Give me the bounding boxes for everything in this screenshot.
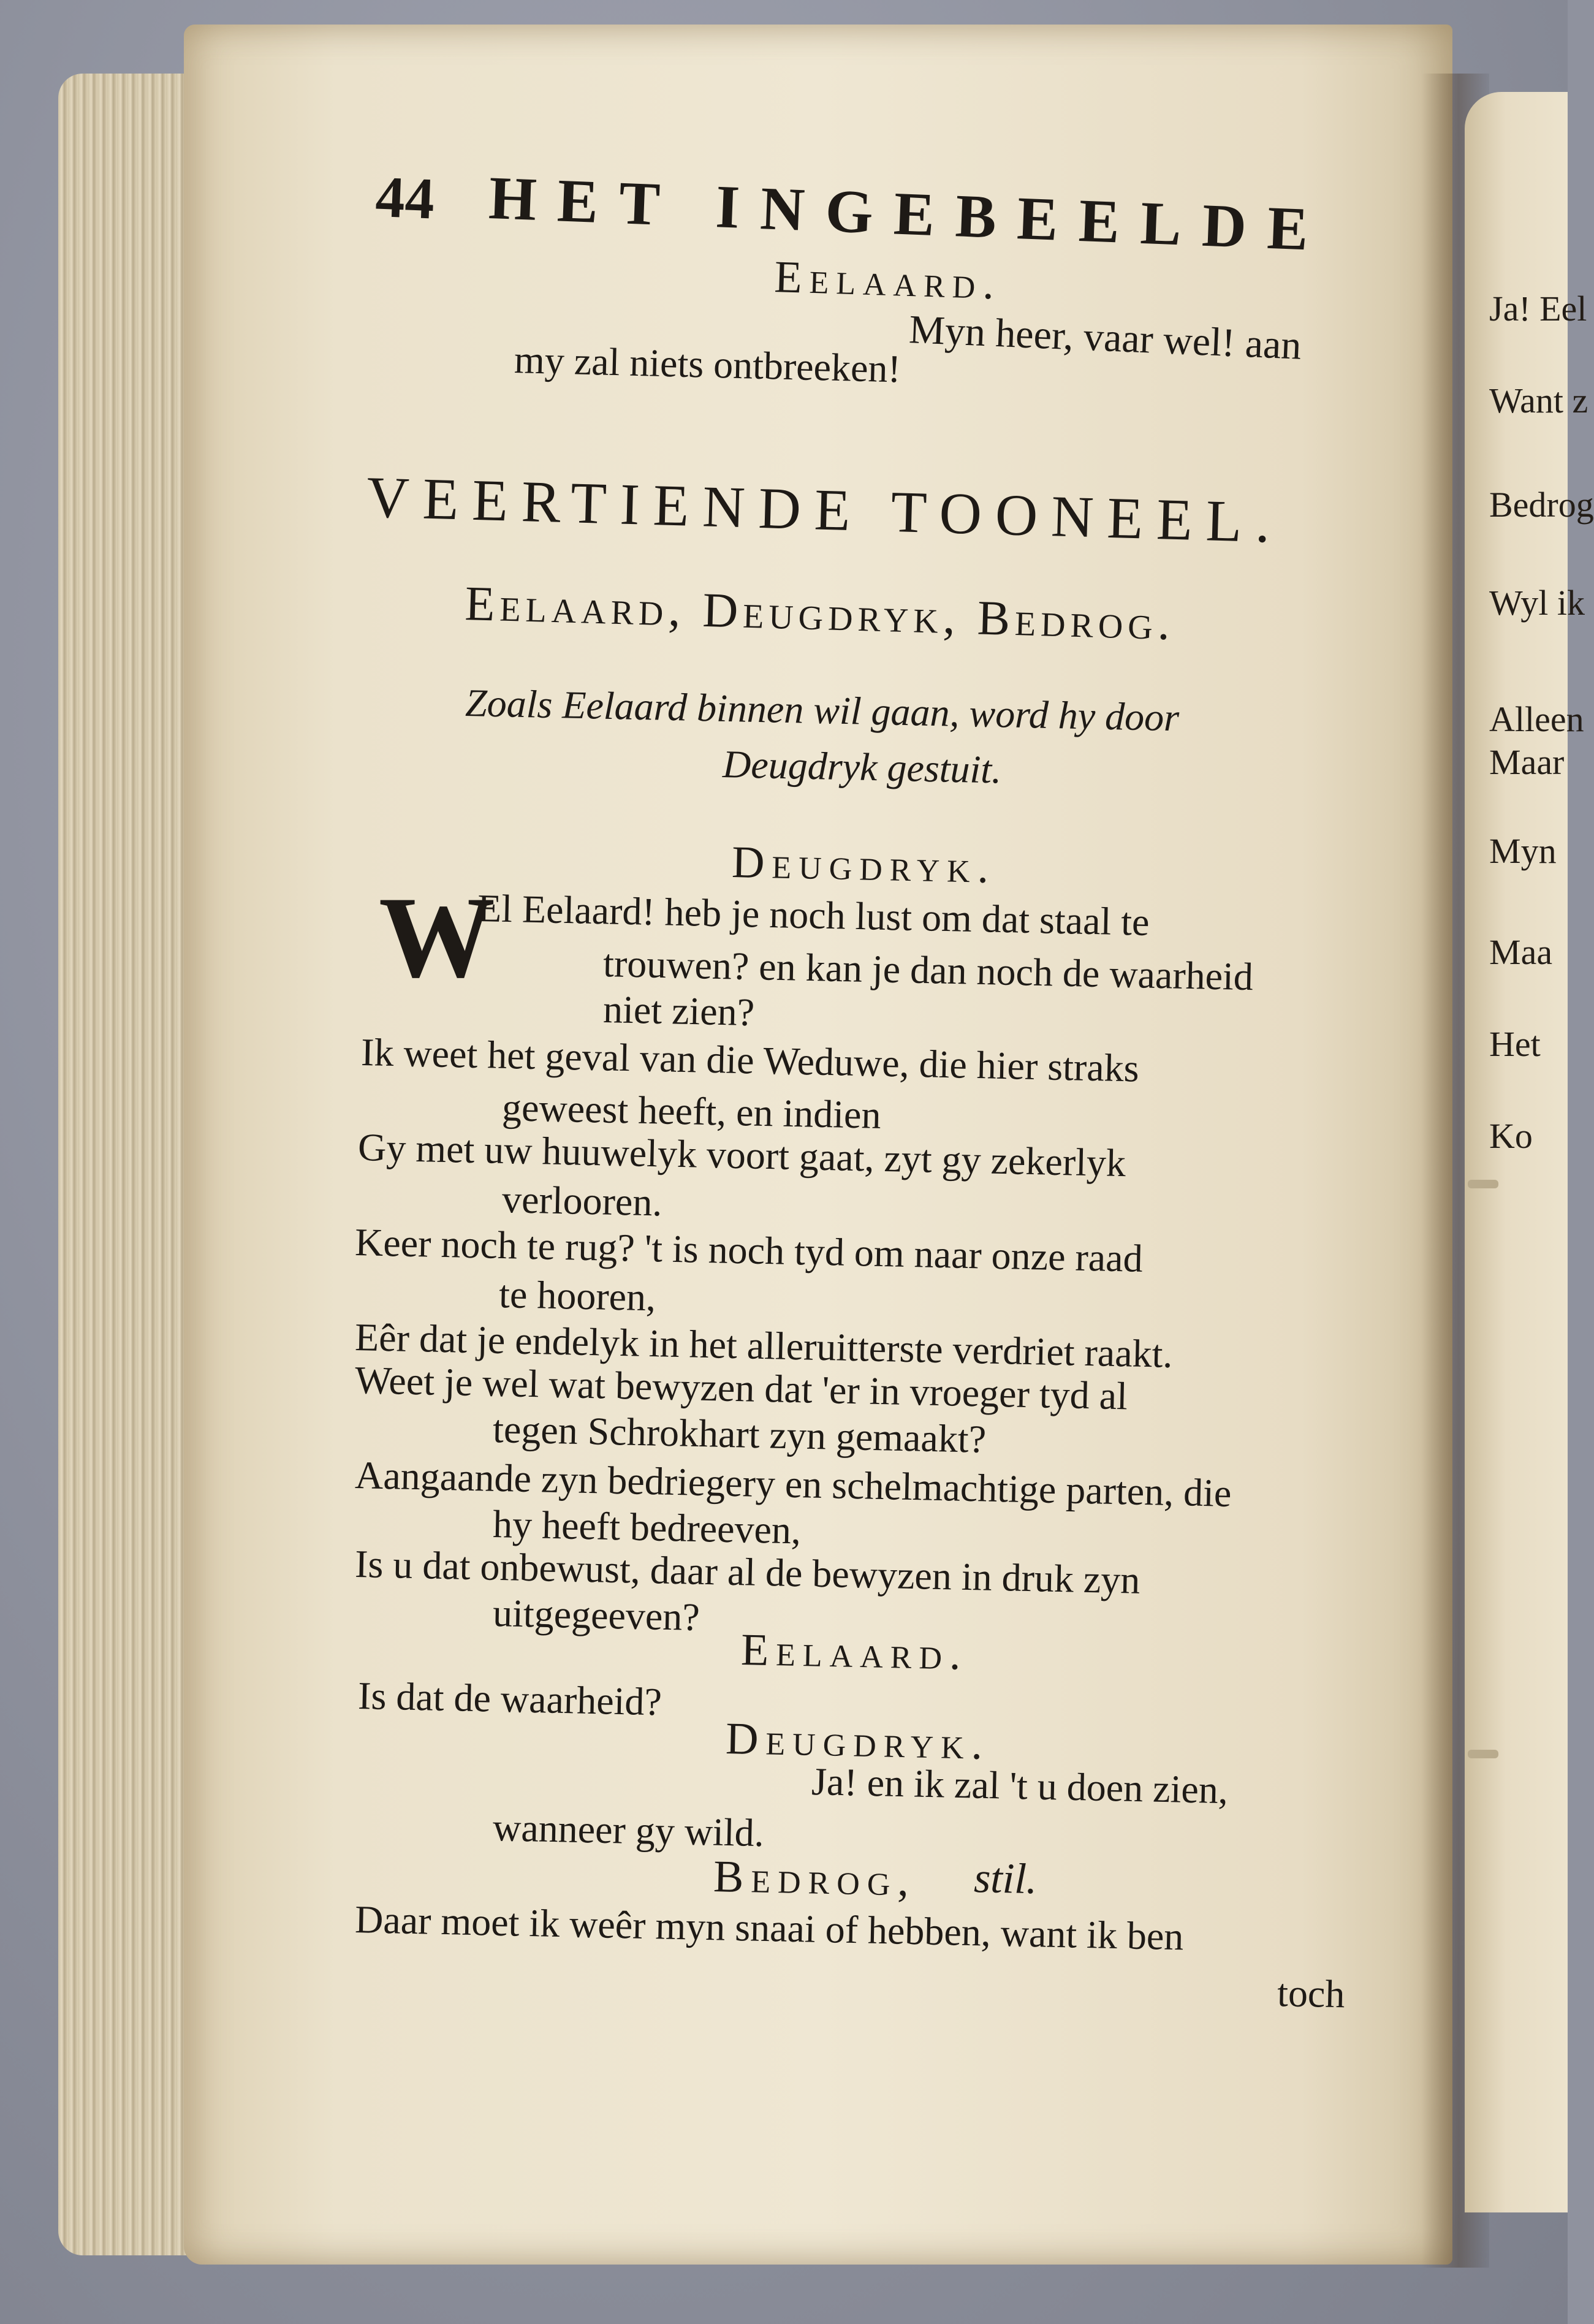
verse-line: Is dat de waarheid?	[357, 1673, 662, 1724]
verse-line: El Eelaard! heb je noch lust om dat staal te	[477, 886, 1150, 944]
verse-line: my zal niets ontbreeken!	[514, 337, 901, 391]
speaker-name: Bedrog,	[713, 1851, 917, 1906]
speaker-name: Deugdryk.	[725, 1713, 991, 1770]
stage-direction: Deugdryk gestuit.	[722, 742, 1002, 792]
verse-line: Daar moet ik weêr myn snaai of hebben, want ik ben	[354, 1897, 1185, 1959]
facing-fragment: Myn	[1489, 831, 1557, 871]
facing-fragment: Wyl ik	[1489, 583, 1585, 623]
verse-line: Ja! en ik zal 't u doen zien,	[811, 1759, 1229, 1812]
binding-thread	[1468, 1750, 1498, 1758]
facing-fragment: Want z	[1489, 381, 1588, 420]
drop-cap: W	[379, 873, 495, 1002]
verse-line: Is u dat onbewust, daar al de bewyzen in druk zyn	[354, 1541, 1141, 1602]
verse-line: Myn heer, vaar wel! aan	[908, 306, 1302, 368]
facing-fragment: Maar	[1489, 742, 1565, 782]
running-head: HET INGEBEELDE	[487, 163, 1330, 264]
verse-line: Aangaande zyn bedriegery en schelmachtige parten, die	[354, 1452, 1232, 1515]
verse-line: Eêr dat je endelyk in het alleruitterste verdriet raakt.	[354, 1315, 1174, 1376]
facing-fragment: Ko	[1489, 1116, 1533, 1156]
stage-direction: Zoals Eelaard binnen wil gaan, word hy door	[465, 680, 1180, 740]
verse-line: wanneer gy wild.	[492, 1805, 765, 1855]
facing-fragment: Alleen	[1489, 699, 1584, 739]
verse-line: trouwen? en kan je dan noch de waarheid	[602, 941, 1254, 999]
verse-line: niet zien?	[602, 987, 755, 1035]
facing-fragment: Maa	[1489, 932, 1553, 972]
verse-line: tegen Schrokhart zyn gemaakt?	[492, 1407, 987, 1461]
binding-thread	[1468, 1180, 1498, 1188]
speaker-name: Eelaard.	[773, 251, 1003, 309]
verse-line: toch	[1277, 1970, 1346, 2016]
speaker-name: Eelaard.	[740, 1624, 969, 1680]
page-number: 44	[374, 163, 436, 232]
scene-persons: Eelaard, Deugdryk, Bedrog.	[464, 576, 1176, 651]
verse-line: Weet je wel wat bewyzen dat 'er in vroeger tyd al	[354, 1358, 1128, 1418]
speaker-name: Deugdryk.	[731, 837, 997, 894]
verse-line: hy heeft bedreeven,	[492, 1502, 802, 1552]
verse-line: verlooren.	[501, 1177, 663, 1225]
speaker-aside: stil.	[973, 1854, 1038, 1904]
facing-fragment: Bedrog	[1489, 485, 1594, 525]
verse-line: Gy met uw huuwelyk voort gaat, zyt gy zekerlyk	[357, 1125, 1126, 1185]
verse-line: uitgegeeven?	[492, 1590, 700, 1639]
verse-line: te hooren,	[498, 1272, 656, 1320]
verse-line: Keer noch te rug? 't is noch tyd om naar onze raad	[354, 1220, 1144, 1280]
facing-fragment: Ja! Eel	[1489, 289, 1587, 328]
scene-title: VEERTIENDE TOONEEL.	[365, 463, 1285, 555]
facing-fragment: Het	[1489, 1024, 1541, 1064]
book-page-right	[1465, 92, 1594, 2212]
verse-line: geweest heeft, en indien	[501, 1085, 882, 1137]
verse-line: Ik weet het geval van die Weduwe, die hier straks	[360, 1030, 1140, 1090]
